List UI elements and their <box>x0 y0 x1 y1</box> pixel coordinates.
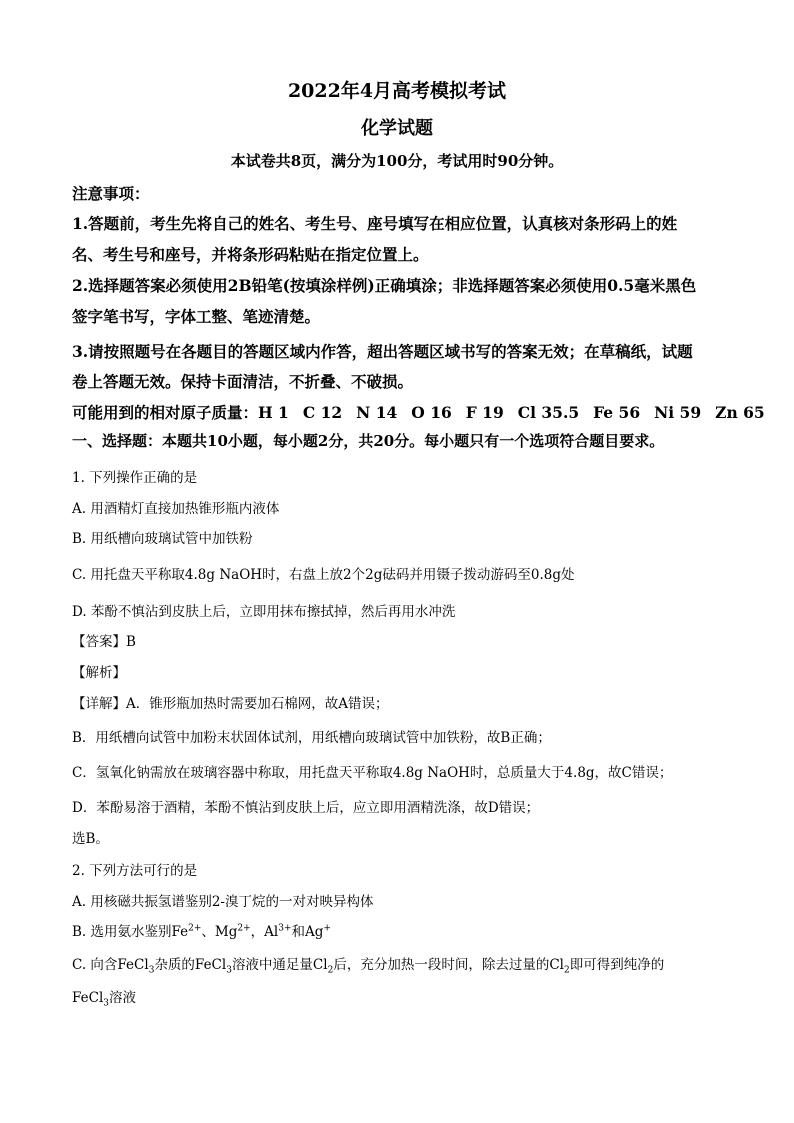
question-1-detail: B．用纸槽向试管中加粉末状固体试剂，用纸槽向玻璃试管中加铁粉，故B正确； <box>72 730 551 746</box>
charge: 2+ <box>237 923 251 934</box>
question-1-detail: C．氢氧化钠需放在玻璃容器中称取，用托盘天平称取4.8g NaOH时，总质量大于4.8g，故C错误； <box>72 765 673 781</box>
text-run: 杂质的FeCl <box>154 957 227 973</box>
atomic-mass-item: N 14 <box>356 403 398 422</box>
text-run: 、Mg <box>201 924 238 940</box>
note-line: 名、考生号和座号，并将条形码粘贴在指定位置上。 <box>72 245 429 264</box>
text-run: 溶液 <box>109 990 136 1006</box>
atomic-masses-label: 可能用到的相对原子质量： <box>72 403 259 422</box>
text-run: 即可得到纯净的 <box>569 957 665 973</box>
question-1-analysis-label: 【解析】 <box>72 665 126 681</box>
section-heading: 一、选择题：本题共10小题，每小题2分，共20分。每小题只有一个选项符合题目要求。 <box>72 432 665 450</box>
charge: + <box>323 923 331 934</box>
subscript: 2 <box>563 965 570 976</box>
notes-heading: 注意事项： <box>72 184 150 203</box>
question-1-detail: 选B。 <box>72 831 109 847</box>
atomic-mass-item: F 19 <box>465 403 504 422</box>
question-2-stem: 2. 下列方法可行的是 <box>72 863 198 879</box>
text-run: B. 选用氨水鉴别Fe <box>72 924 189 940</box>
subscript: 3 <box>103 998 109 1009</box>
exam-title: 2022年4月高考模拟考试 <box>287 80 507 102</box>
question-2-option-b <box>72 920 331 940</box>
subscript: 2 <box>327 965 334 976</box>
atomic-mass-item: O 16 <box>411 403 452 422</box>
note-line: 3.请按照题号在各题目的答题区域内作答，超出答题区域书写的答案无效；在草稿纸，试题 <box>72 342 693 361</box>
text-run: ，Al <box>250 924 279 940</box>
question-1-detail: D．苯酚易溶于酒精，苯酚不慎沾到皮肤上后，应立即用酒精洗涤，故D错误； <box>72 800 540 816</box>
text-run: 溶液中通足量Cl <box>231 957 328 973</box>
question-1-detail: 【详解】A．锥形瓶加热时需要加石棉网，故A错误； <box>72 696 389 712</box>
atomic-mass-item: H 1 <box>258 403 289 422</box>
question-2-option-c-continued <box>72 986 136 1009</box>
atomic-masses <box>72 401 779 423</box>
question-1-option-d: D. 苯酚不慎沾到皮肤上后，立即用抹布擦拭掉，然后再用水冲洗 <box>72 604 456 620</box>
atomic-mass-item: Fe 56 <box>593 403 641 422</box>
charge: 2+ <box>188 923 202 934</box>
note-line: 1.答题前，考生先将自己的姓名、考生号、座号填写在相应位置，认真核对条形码上的姓 <box>72 214 678 233</box>
question-1-stem: 1. 下列操作正确的是 <box>72 470 198 486</box>
subscript: 3 <box>148 965 155 976</box>
text-run: 和Ag <box>291 924 324 940</box>
note-line: 卷上答题无效。保持卡面清洁，不折叠、不破损。 <box>72 372 414 391</box>
text-run: FeCl <box>72 990 104 1006</box>
question-1-option-b: B. 用纸槽向玻璃试管中加铁粉 <box>72 531 253 547</box>
atomic-mass-item: Cl 35.5 <box>517 403 580 422</box>
atomic-mass-item: C 12 <box>302 403 343 422</box>
charge: 3+ <box>278 923 292 934</box>
text-run: C. 向含FeCl <box>72 957 149 973</box>
text-run: 后，充分加热一段时间，除去过量的Cl <box>333 957 564 973</box>
subject-title: 化学试题 <box>361 118 433 139</box>
atomic-mass-item: Ni 59 <box>654 403 702 422</box>
exam-info: 本试卷共8页，满分为100分，考试用时90分钟。 <box>230 152 564 170</box>
note-line: 2.选择题答案必须使用2B铅笔(按填涂样例)正确填涂；非选择题答案必须使用0.5毫米黑色 <box>72 276 697 295</box>
question-1-option-a: A. 用酒精灯直接加热锥形瓶内液体 <box>72 501 280 517</box>
note-line: 签字笔书写，字体工整、笔迹清楚。 <box>72 307 321 326</box>
subscript: 3 <box>226 965 232 976</box>
question-1-option-c: C. 用托盘天平称取4.8g NaOH时，右盘上放2个2g砝码并用镊子拨动游码至0.8g处 <box>72 567 575 583</box>
question-1-answer: 【答案】B <box>72 634 136 650</box>
question-2-option-c <box>72 953 664 976</box>
question-2-option-a: A. 用核磁共振氢谱鉴别2-溴丁烷的一对对映异构体 <box>72 894 374 910</box>
atomic-mass-item: Zn 65 <box>715 403 765 422</box>
